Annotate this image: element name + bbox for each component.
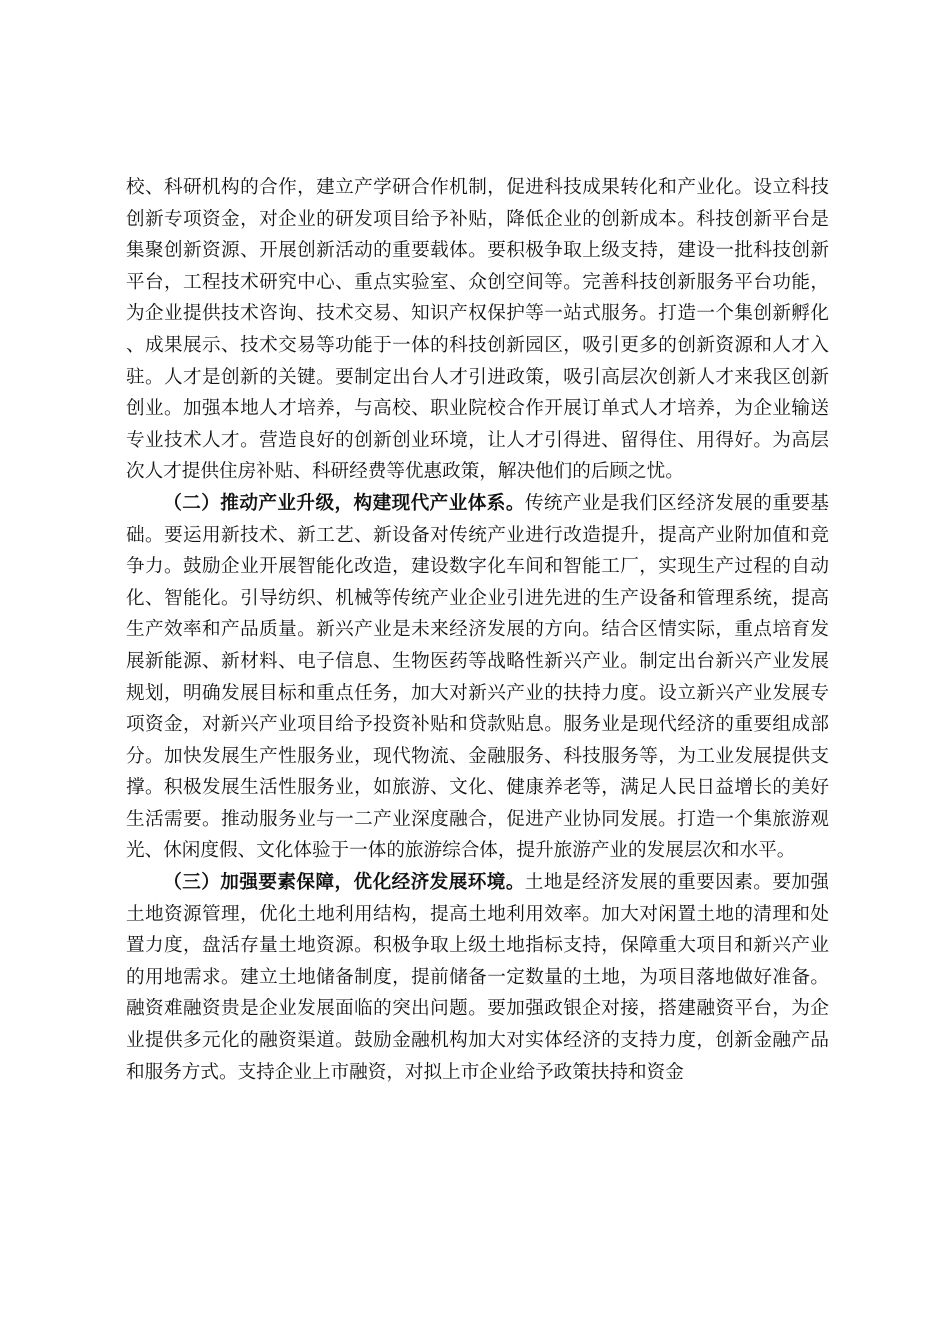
document-body (126, 172, 829, 1088)
paragraph-1-text: 校、科研机构的合作，建立产学研合作机制，促进科技成果转化和产业化。设立科技创新专项资金，对企业的研发项目给予补贴，降低企业的创新成本。科技创新平台是集聚创新资源、开展创新活动的重要载体。要积极争取上级支持，建设一批科技创新平台，工程技术研究中心、重点实验室、众创空间等。完善科技创新服务平台功能，为企业提供技术咨询、技术交易、知识产权保护等一站式服务。打造一个集创新孵化、成果展示、技术交易等功能于一体的科技创新园区，吸引更多的创新资源和人才入驻。人才是创新的关键。要制定出台人才引进政策，吸引高层次创新人才来我区创新创业。加强本地人才培养，与高校、职业院校合作开展订单式人才培养，为企业输送专业技术人才。营造良好的创新创业环境，让人才引得进、留得住、用得好。为高层次人才提供住房补贴、科研经费等优惠政策，解决他们的后顾之忧。 (126, 177, 829, 483)
paragraph-3 (126, 867, 829, 1088)
paragraph-2 (126, 488, 829, 867)
section-heading-3: （三）加强要素保障，优化经济发展环境。 (163, 872, 525, 894)
paragraph-1 (126, 172, 829, 488)
paragraph-2-text: 传统产业是我们区经济发展的重要基础。要运用新技术、新工艺、新设备对传统产业进行改造提升，提高产业附加值和竞争力。鼓励企业开展智能化改造，建设数字化车间和智能工厂，实现生产过程的自动化、智能化。引导纺织、机械等传统产业企业引进先进的生产设备和管理系统，提高生产效率和产品质量。新兴产业是未来经济发展的方向。结合区情实际，重点培育发展新能源、新材料、电子信息、生物医药等战略性新兴产业。制定出台新兴产业发展规划，明确发展目标和重点任务，加大对新兴产业的扶持力度。设立新兴产业发展专项资金，对新兴产业项目给予投资补贴和贷款贴息。服务业是现代经济的重要组成部分。加快发展生产性服务业，现代物流、金融服务、科技服务等，为工业发展提供支撑。积极发展生活性服务业，如旅游、文化、健康养老等，满足人民日益增长的美好生活需要。推动服务业与一二产业深度融合，促进产业协同发展。打造一个集旅游观光、休闲度假、文化体验于一体的旅游综合体，提升旅游产业的发展层次和水平。 (126, 492, 829, 862)
paragraph-3-text: 土地是经济发展的重要因素。要加强土地资源管理，优化土地利用结构，提高土地利用效率。加大对闲置土地的清理和处置力度，盘活存量土地资源。积极争取上级土地指标支持，保障重大项目和新兴产业的用地需求。建立土地储备制度，提前储备一定数量的土地，为项目落地做好准备。融资难融资贵是企业发展面临的突出问题。要加强政银企对接，搭建融资平台，为企业提供多元化的融资渠道。鼓励金融机构加大对实体经济的支持力度，创新金融产品和服务方式。支持企业上市融资，对拟上市企业给予政策扶持和资金 (126, 872, 829, 1083)
section-heading-2: （二）推动产业升级，构建现代产业体系。 (163, 492, 525, 514)
